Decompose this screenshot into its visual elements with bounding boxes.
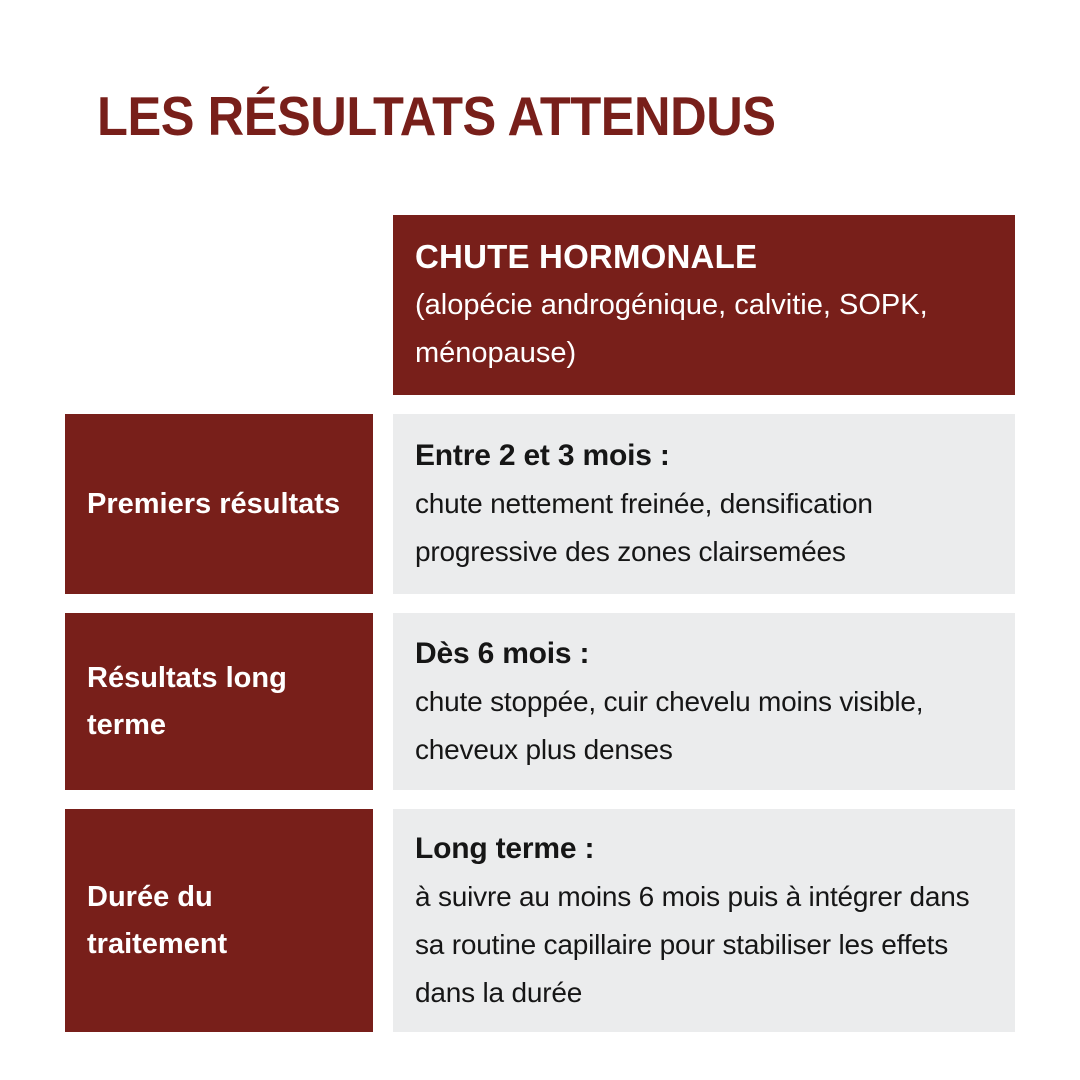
row-label-text: Premiers résultats [87, 487, 341, 520]
value-text: chute stoppée, cuir chevelu moins visible, cheveux plus denses [415, 685, 924, 765]
results-table [65, 215, 1015, 1032]
row-label-premiers-resultats [65, 414, 373, 594]
value-text: chute nettement freinée, densification progressive des zones clairsemées [415, 488, 873, 567]
column-header-chute-hormonale [393, 215, 1015, 395]
empty-header-cell [65, 215, 373, 395]
row-value-premiers-resultats [393, 414, 1015, 594]
row-label-duree-du-traitement [65, 809, 373, 1032]
row-value-resultats-long-terme [393, 613, 1015, 790]
value-title: Dès 6 mois : [415, 636, 590, 670]
row-value-duree-du-traitement [393, 809, 1015, 1032]
value-text: à suivre au moins 6 mois puis à intégrer dans sa routine capillaire pour stabiliser les effets dans la durée [415, 880, 970, 1008]
page-title: LES RÉSULTATS ATTENDUS [97, 85, 776, 147]
row-label-text: Durée du traitement [87, 880, 228, 960]
column-header-title: CHUTE HORMONALE [415, 238, 758, 275]
row-label-resultats-long-terme [65, 613, 373, 790]
value-title: Entre 2 et 3 mois : [415, 439, 670, 472]
value-title: Long terme : [415, 831, 595, 865]
column-header-subtitle: (alopécie androgénique, calvitie, SOPK, ménopause) [415, 289, 928, 369]
row-label-text: Résultats long terme [87, 661, 287, 741]
